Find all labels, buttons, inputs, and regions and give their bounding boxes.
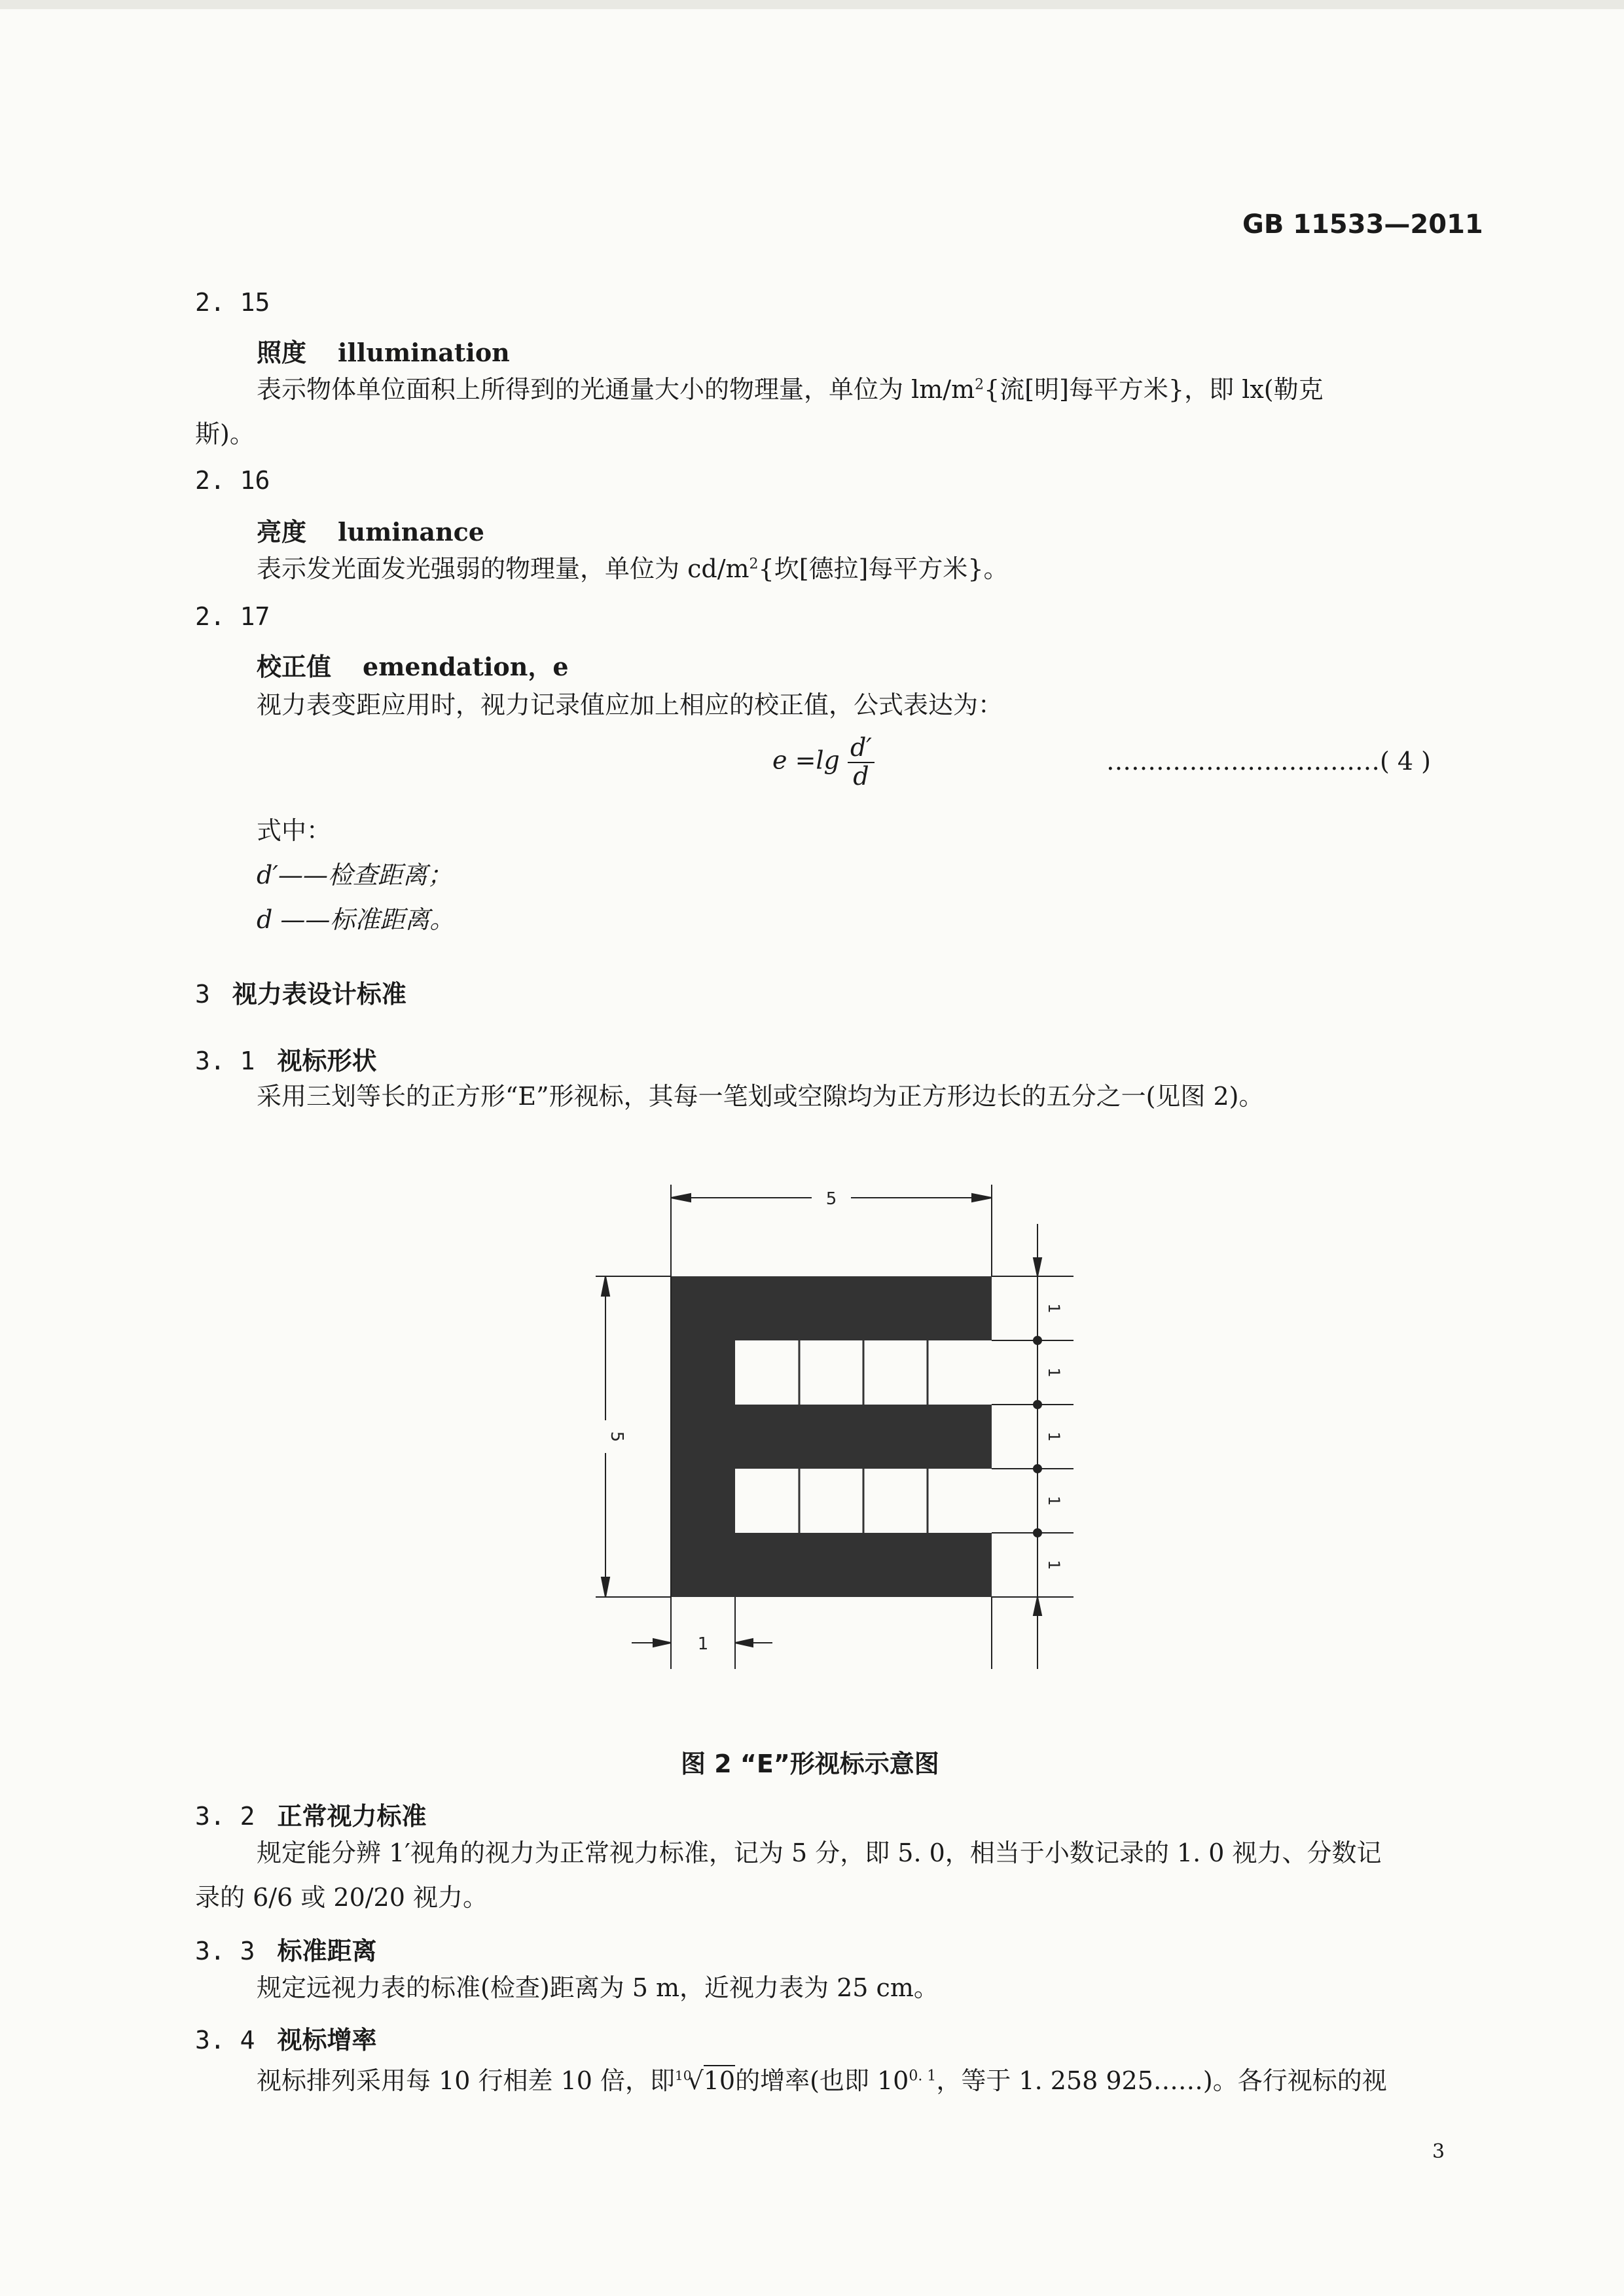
dim-right: 1 — [1045, 1431, 1063, 1442]
dim-right: 1 — [1045, 1367, 1063, 1378]
section-number: 3. 4 — [195, 2026, 255, 2054]
subsection-heading — [195, 2020, 377, 2056]
paragraph-line: 视力表变距应用时，视力记录值应加上相应的校正值，公式表达为： — [257, 691, 1003, 719]
text-run: {流[明]每平方米}，即 lx(勒克 — [984, 375, 1324, 404]
formula-fraction — [848, 734, 875, 791]
superscript: 2 — [975, 376, 984, 393]
root-index: 10 — [675, 2068, 692, 2084]
dim-left: 5 — [607, 1431, 626, 1443]
paragraph-line — [257, 377, 1324, 402]
fraction-denominator: d — [853, 761, 869, 791]
optotype-square — [671, 1276, 992, 1597]
fraction-numerator: d′ — [848, 734, 875, 763]
dim-right: 1 — [1045, 1560, 1063, 1570]
standard-number: GB 11533—2011 — [1242, 209, 1483, 240]
section-heading — [195, 974, 406, 1010]
text-run: ，等于 1. 258 925……)。各行视标的视 — [936, 2066, 1387, 2095]
dim-right: 1 — [1045, 1303, 1063, 1314]
section-title: 正常视力标准 — [277, 1802, 427, 1831]
text-run: {坎[德拉]每平方米}。 — [758, 554, 1009, 583]
text-run: 的增率(也即 10 — [735, 2066, 909, 2095]
paragraph-line: 斯)。 — [195, 420, 255, 448]
term-en: illumination — [338, 338, 510, 367]
section-number: 3. 2 — [195, 1802, 255, 1831]
superscript: 0. 1 — [909, 2068, 937, 2085]
radical-sign: √ — [687, 2066, 704, 2095]
formula-reference: ……………………………( 4 ) — [1106, 747, 1431, 776]
paragraph-line — [257, 2068, 1387, 2093]
superscript: 2 — [749, 556, 759, 573]
where-label: 式中： — [257, 816, 332, 845]
paragraph-line: 录的 6/6 或 20/20 视力。 — [195, 1883, 488, 1912]
subsection-heading — [195, 1931, 377, 1967]
paragraph-line: 规定远视力表的标准(检查)距离为 5 m，近视力表为 25 cm。 — [257, 1973, 939, 2002]
formula-lhs: e =lg — [772, 745, 840, 775]
text-run: 视标排列采用每 10 行相差 10 倍，即 — [257, 2066, 676, 2095]
section-number: 3. 1 — [195, 1047, 255, 1075]
subsection-heading — [195, 1041, 377, 1077]
text-run: 表示物体单位面积上所得到的光通量大小的物理量，单位为 lm/m — [257, 375, 975, 404]
section-number: 3. 3 — [195, 1937, 255, 1965]
variable-definition: d ——标准距离。 — [257, 905, 455, 934]
scan-edge — [0, 0, 1624, 9]
term-heading — [257, 512, 484, 548]
section-title: 标准距离 — [277, 1937, 377, 1965]
figure-caption: 图 2 “E”形视标示意图 — [681, 1749, 939, 1778]
clause-number: 2. 17 — [195, 602, 270, 631]
paragraph-line: 采用三划等长的正方形“E”形视标，其每一笔划或空隙均为正方形边长的五分之一(见图 2)。 — [257, 1082, 1264, 1111]
term-cn: 照度 — [257, 338, 307, 367]
term-cn: 校正值 — [257, 652, 332, 681]
term-heading — [257, 332, 510, 368]
section-title: 视标形状 — [277, 1047, 377, 1075]
variable-definition: d′——检查距离； — [257, 861, 452, 889]
page-number: 3 — [1432, 2140, 1445, 2163]
dim-right: 1 — [1045, 1496, 1063, 1506]
section-title: 视标增率 — [277, 2026, 377, 2054]
section-title: 视力表设计标准 — [232, 980, 406, 1009]
radicand: 10 — [703, 2066, 736, 2095]
text-run: 表示发光面发光强弱的物理量，单位为 cd/m — [257, 554, 749, 583]
paragraph-line — [257, 556, 1009, 581]
dim-top: 5 — [825, 1189, 837, 1209]
clause-number: 2. 15 — [195, 288, 270, 317]
dim-bottom: 1 — [697, 1634, 709, 1654]
paragraph-line: 规定能分辨 1′视角的视力为正常视力标准，记为 5 分，即 5. 0，相当于小数记录的 1. 0 视力、分数记 — [257, 1839, 1382, 1867]
term-en: luminance — [338, 517, 484, 547]
formula — [772, 734, 875, 791]
e-optotype-diagram — [576, 1158, 1100, 1695]
term-heading — [257, 647, 569, 683]
term-en: emendation，e — [363, 652, 569, 681]
term-cn: 亮度 — [257, 517, 307, 547]
section-number: 3 — [195, 980, 210, 1009]
subsection-heading — [195, 1796, 427, 1832]
clause-number: 2. 16 — [195, 466, 270, 495]
